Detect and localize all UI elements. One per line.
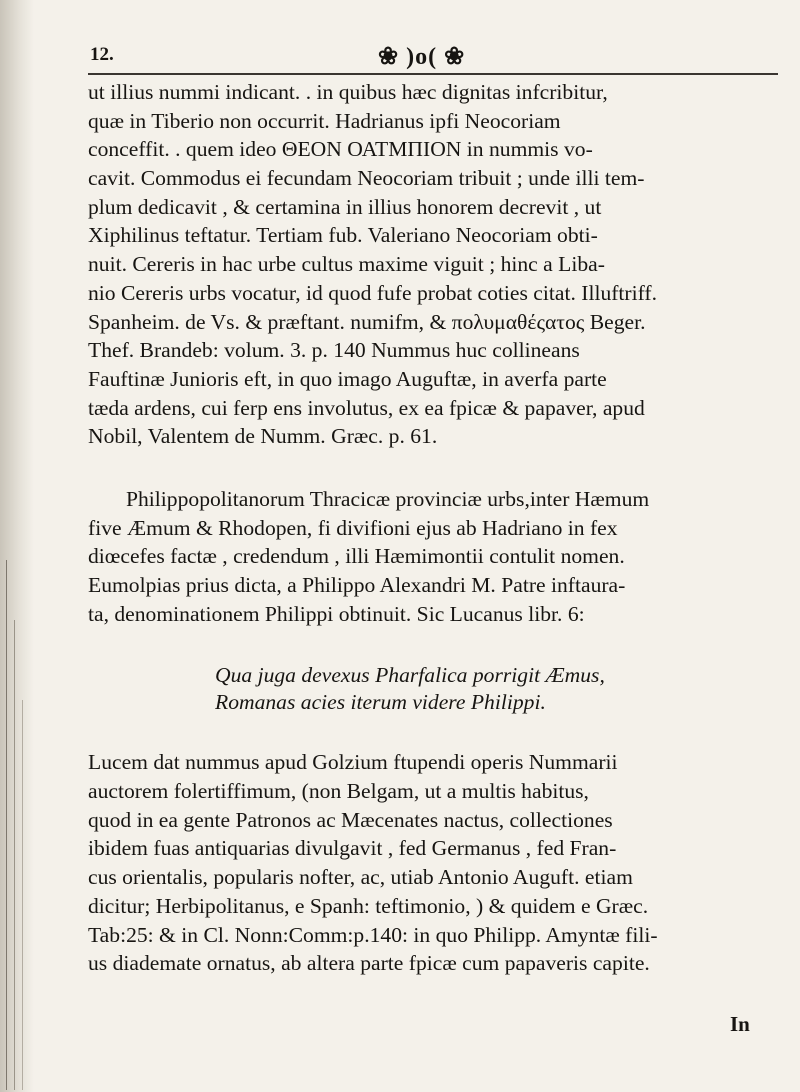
text-line: Nobil, Valentem de Numm. Græc. p. 61. xyxy=(88,424,438,449)
text-line: nuit. Cereris in hac urbe cultus maxime viguit ; hinc a Liba- xyxy=(88,252,605,277)
paragraph-1 xyxy=(88,78,784,451)
text-line: us diademate ornatus, ab altera parte fpicæ cum papaveris capite. xyxy=(88,951,650,976)
text-line: five Æmum & Rhodopen, fi divifioni ejus ab Hadriano in fex xyxy=(88,515,618,540)
verse-line: Qua juga devexus Pharfalica porrigit Æmus, xyxy=(215,663,605,688)
text-line: Lucem dat nummus apud Golzium ftupendi operis Nummarii xyxy=(88,750,618,775)
text-line: tæda ardens, cui ferp ens involutus, ex ea fpicæ & papaver, apud xyxy=(88,395,645,420)
text-line: nio Cereris urbs vocatur, id quod fufe probat coties citat. Illuftriff. xyxy=(88,280,658,305)
text-line: plum dedicavit , & certamina in illius honorem decrevit , ut xyxy=(88,194,602,219)
text-line: quod in ea gente Patronos ac Mæcenates nactus, collectiones xyxy=(88,807,613,832)
text-line: cavit. Commodus ei fecundam Neocoriam tribuit ; unde illi tem- xyxy=(88,166,645,191)
verse-line: Romanas acies iterum videre Philippi. xyxy=(215,690,546,715)
text-line: auctorem folertiffimum, (non Belgam, ut a multis habitus, xyxy=(88,779,589,804)
text-line: diœcefes factæ , credendum , illi Hæmimontii contulit nomen. xyxy=(88,544,625,569)
paragraph-3 xyxy=(88,748,784,978)
text-line: Eumolpias prius dicta, a Philippo Alexandri M. Patre inftaura- xyxy=(88,573,626,597)
text-line: conceffit. . quem ideo ΘΕΟΝ ΟΑΤΜΠΙΟΝ in nummis vo- xyxy=(88,137,593,162)
text-line: ta, denominationem Philippi obtinuit. Sic Lucanus libr. 6: xyxy=(88,601,585,626)
text-line: cus orientalis, popularis nofter, ac, utiab Antonio Auguft. etiam xyxy=(88,865,633,890)
body-text xyxy=(88,78,784,978)
page-edge-line xyxy=(6,560,7,1090)
text-line: Spanheim. de Vs. & præftant. numifm, & πολυμαθέςατος Beger. xyxy=(88,309,646,334)
text-line: Tab:25: & in Cl. Nonn:Comm:p.140: in quo Philipp. Amyntæ fili- xyxy=(88,922,658,947)
page-edge-line xyxy=(14,620,15,1090)
page-edge-line xyxy=(22,700,23,1090)
text-line: Fauftinæ Junioris eft, in quo imago Auguftæ, in averfa parte xyxy=(88,366,607,391)
page-header xyxy=(88,44,778,68)
catchword: In xyxy=(730,1012,750,1036)
text-line: ibidem fuas antiquarias divulgavit , fed Germanus , fed Fran- xyxy=(88,836,617,861)
text-line: Thef. Brandeb: volum. 3. p. 140 Nummus huc collineans xyxy=(88,338,580,363)
text-line: Xiphilinus teftatur. Tertiam fub. Valeriano Neocoriam obti- xyxy=(88,223,598,248)
page-number: 12. xyxy=(90,44,114,65)
paragraph-2 xyxy=(88,485,784,628)
header-ornament: ❀ )o( ❀ xyxy=(378,44,466,70)
header-rule xyxy=(88,73,778,75)
text-line: Philippopolitanorum Thracicæ provinciæ urbs,inter Hæmum xyxy=(126,486,650,511)
text-line: ut illius nummi indicant. . in quibus hæc dignitas infcribitur, xyxy=(88,80,608,104)
verse-quotation xyxy=(215,662,784,716)
text-line: quæ in Tiberio non occurrit. Hadrianus ipfi Neocoriam xyxy=(88,108,561,133)
text-line: dicitur; Herbipolitanus, e Spanh: teftimonio, ) & quidem e Græc. xyxy=(88,893,649,918)
